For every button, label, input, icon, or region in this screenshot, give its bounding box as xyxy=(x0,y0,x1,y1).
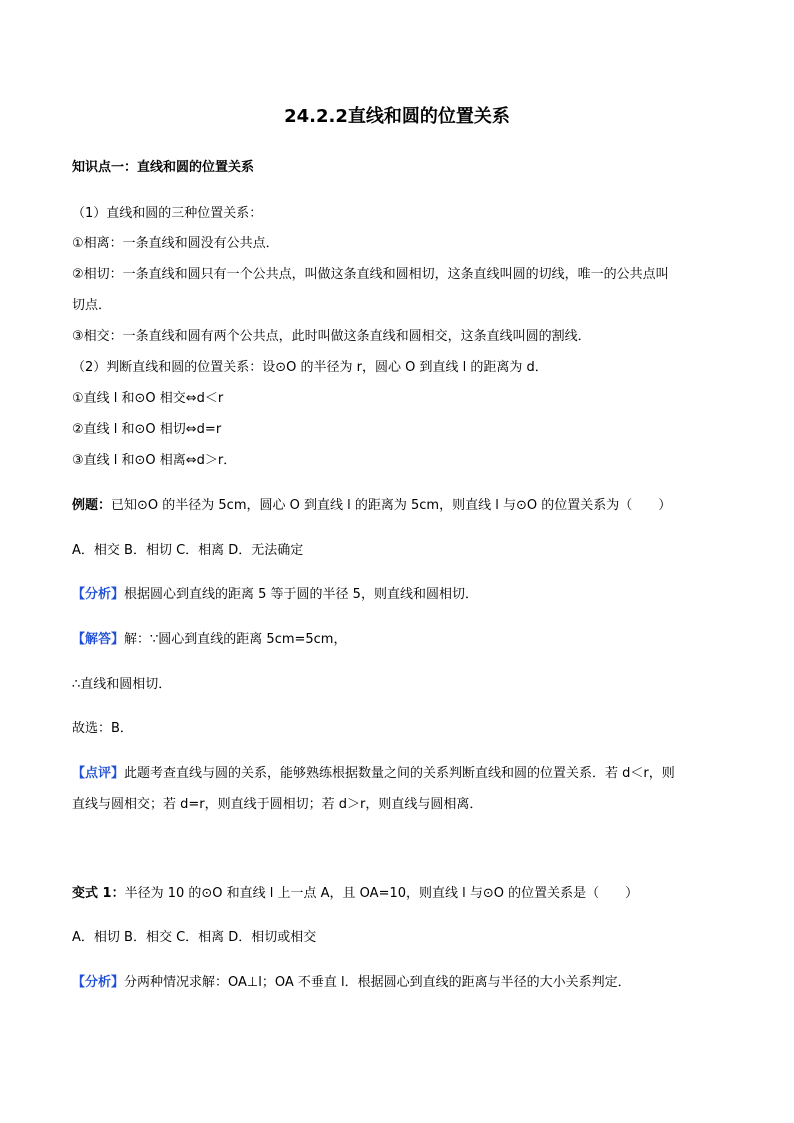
example-options: A．相交 B．相切 C．相离 D．无法确定 xyxy=(72,543,304,558)
analysis-text: 分两种情况求解：OA⊥l；OA 不垂直 l．根据圆心到直线的距离与半径的大小关系判定． xyxy=(124,975,631,990)
text-line: （1）直线和圆的三种位置关系： xyxy=(72,206,263,221)
example-choice: 故选：B． xyxy=(72,721,133,736)
analysis-text: 根据圆心到直线的距离 5 等于圆的半径 5，则直线和圆相切． xyxy=(124,587,478,602)
text-line: ③直线 l 和⊙O 相离⇔d＞r． xyxy=(72,453,237,468)
text-line: （2）判断直线和圆的位置关系：设⊙O 的半径为 r，圆心 O 到直线 l 的距离为 d． xyxy=(72,360,548,375)
variant1-options: A．相切 B．相交 C．相离 D．相切或相交 xyxy=(72,930,317,945)
text-line: ①直线 l 和⊙O 相交⇔d＜r xyxy=(72,391,224,406)
example-comment xyxy=(72,766,675,782)
example-label: 例题： xyxy=(72,498,112,513)
comment-text: 此题考查直线与圆的关系，能够熟练根据数量之间的关系判断直线和圆的位置关系．若 d＜r，则 xyxy=(124,766,675,781)
comment-tag: 【点评】 xyxy=(72,766,125,781)
variant1-text: 半径为 10 的⊙O 和直线 l 上一点 A，且 OA=10，则直线 l 与⊙O 的位置关系是（ ） xyxy=(124,886,639,901)
solution-tag: 【解答】 xyxy=(72,632,125,647)
text-line: ②直线 l 和⊙O 相切⇔d=r xyxy=(72,422,222,437)
variant1-analysis xyxy=(72,975,631,991)
example-therefore: ∴直线和圆相切． xyxy=(72,677,172,692)
analysis-tag: 【分析】 xyxy=(72,975,125,990)
text-line: ①相离：一条直线和圆没有公共点． xyxy=(72,236,279,251)
example-text: 已知⊙O 的半径为 5cm，圆心 O 到直线 l 的距离为 5cm，则直线 l 与⊙O 的位置关系为（ ） xyxy=(111,498,672,513)
page-title: 24.2.2直线和圆的位置关系 xyxy=(284,106,510,127)
variant1-question xyxy=(72,886,638,902)
analysis-tag: 【分析】 xyxy=(72,587,125,602)
example-analysis xyxy=(72,587,478,603)
text-line: 切点． xyxy=(72,298,112,313)
example-solution xyxy=(72,632,346,648)
variant1-label: 变式 1： xyxy=(72,886,125,901)
text-line: ②相切：一条直线和圆只有一个公共点，叫做这条直线和圆相切，这条直线叫圆的切线，唯一的公共点叫 xyxy=(72,267,669,282)
solution-text: 解：∵圆心到直线的距离 5cm=5cm， xyxy=(124,632,347,647)
example-question xyxy=(72,498,671,514)
example-comment-cont: 直线与圆相交；若 d=r，则直线于圆相切；若 d＞r，则直线与圆相离． xyxy=(72,797,483,812)
knowledge-heading: 知识点一：直线和圆的位置关系 xyxy=(72,160,255,175)
text-line: ③相交：一条直线和圆有两个公共点，此时叫做这条直线和圆相交，这条直线叫圆的割线． xyxy=(72,329,591,344)
